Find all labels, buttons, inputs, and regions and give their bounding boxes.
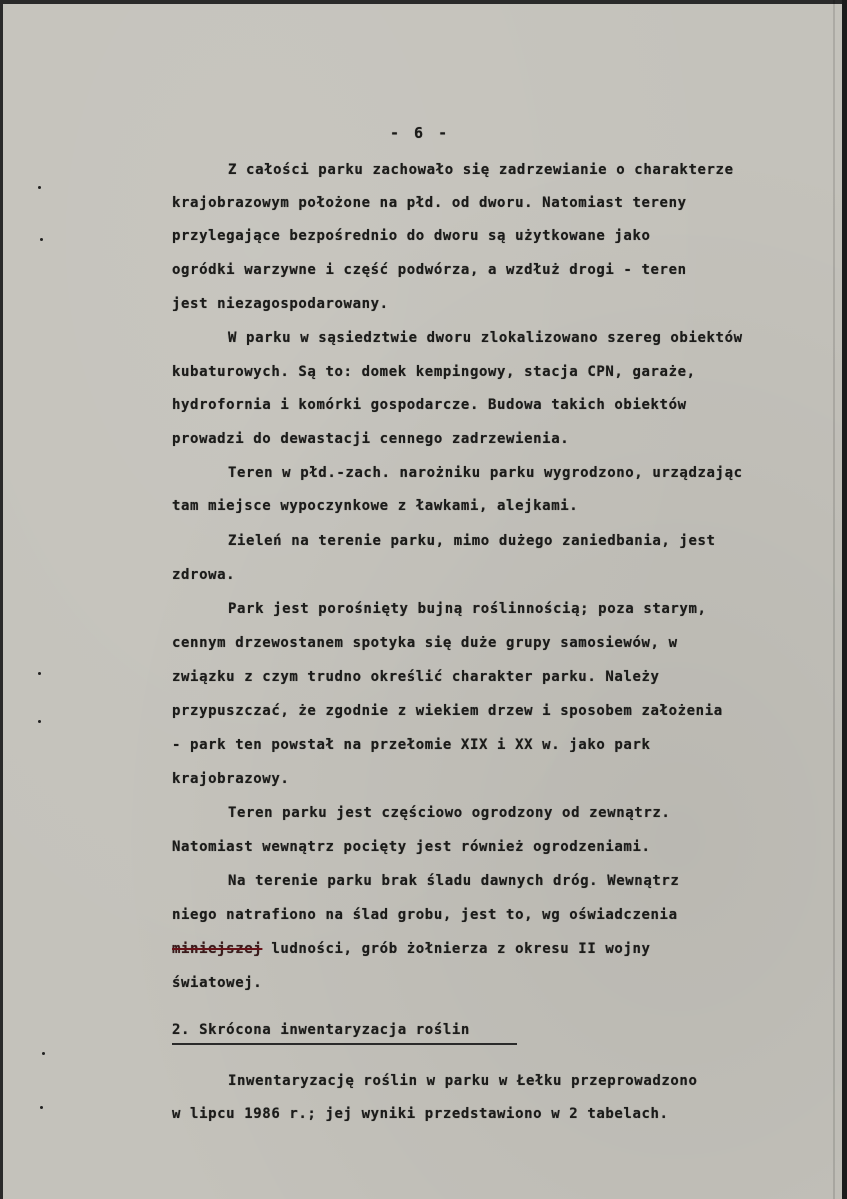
margin-dot [42, 1052, 45, 1055]
text-line: światowej. [172, 975, 263, 991]
struck-word: miniejszej [172, 941, 263, 957]
text-line: ogródki warzywne i część podwórza, a wzdłuż drogi - teren [172, 262, 687, 278]
text-line: cennym drzewostanem spotyka się duże grupy samosiewów, w [172, 635, 678, 651]
scan-edge-right [842, 0, 847, 1199]
text-line: Park jest porośnięty bujną roślinnością; poza starym, [228, 601, 707, 617]
page-number: - 6 - [390, 124, 451, 142]
text-line: prowadzi do dewastacji cennego zadrzewienia. [172, 431, 570, 447]
margin-dot [38, 720, 41, 723]
text-line: ludności, grób żołnierza z okresu II wojny [271, 941, 651, 957]
text-line: kubaturowych. Są to: domek kempingowy, stacja CPN, garaże, [172, 364, 696, 380]
text-line: krajobrazowym położone na płd. od dworu. Natomiast tereny [172, 195, 687, 211]
margin-dot [38, 672, 41, 675]
text-line: przylegające bezpośrednio do dworu są użytkowane jako [172, 228, 651, 244]
margin-dot [40, 238, 43, 241]
text-line: Inwentaryzację roślin w parku w Łełku przeprowadzono [228, 1073, 698, 1089]
text-line: Z całości parku zachowało się zadrzewianie o charakterze [228, 162, 734, 178]
text-line: przypuszczać, że zgodnie z wiekiem drzew i sposobem założenia [172, 703, 723, 719]
scan-edge-left [0, 0, 3, 1199]
scan-edge-top [0, 0, 847, 4]
text-line: - park ten powstał na przełomie XIX i XX w. jako park [172, 737, 651, 753]
text-line: Teren w płd.-zach. narożniku parku wygrodzono, urządzając [228, 465, 743, 481]
margin-dot [38, 186, 41, 189]
text-line: W parku w sąsiedztwie dworu zlokalizowano szereg obiektów [228, 330, 743, 346]
text-line: tam miejsce wypoczynkowe z ławkami, alejkami. [172, 498, 579, 514]
text-line-with-correction [172, 941, 651, 957]
text-line: niego natrafiono na ślad grobu, jest to, wg oświadczenia [172, 907, 678, 923]
text-line: Natomiast wewnątrz pocięty jest również ogrodzeniami. [172, 839, 651, 855]
text-line: jest niezagospodarowany. [172, 296, 389, 312]
text-line: związku z czym trudno określić charakter parku. Należy [172, 669, 660, 685]
text-line: hydrofornia i komórki gospodarcze. Budowa takich obiektów [172, 397, 687, 413]
section-heading: 2. Skrócona inwentaryzacja roślin [172, 1022, 470, 1038]
scan-edge-shadow [833, 0, 835, 1199]
text-line: Teren parku jest częściowo ogrodzony od zewnątrz. [228, 805, 671, 821]
heading-underline [172, 1043, 517, 1045]
text-line: Zieleń na terenie parku, mimo dużego zaniedbania, jest [228, 533, 716, 549]
text-line: zdrowa. [172, 567, 236, 583]
text-line: w lipcu 1986 r.; jej wyniki przedstawiono w 2 tabelach. [172, 1106, 669, 1122]
text-line: krajobrazowy. [172, 771, 290, 787]
text-line: Na terenie parku brak śladu dawnych dróg. Wewnątrz [228, 873, 680, 889]
margin-dot [40, 1106, 43, 1109]
